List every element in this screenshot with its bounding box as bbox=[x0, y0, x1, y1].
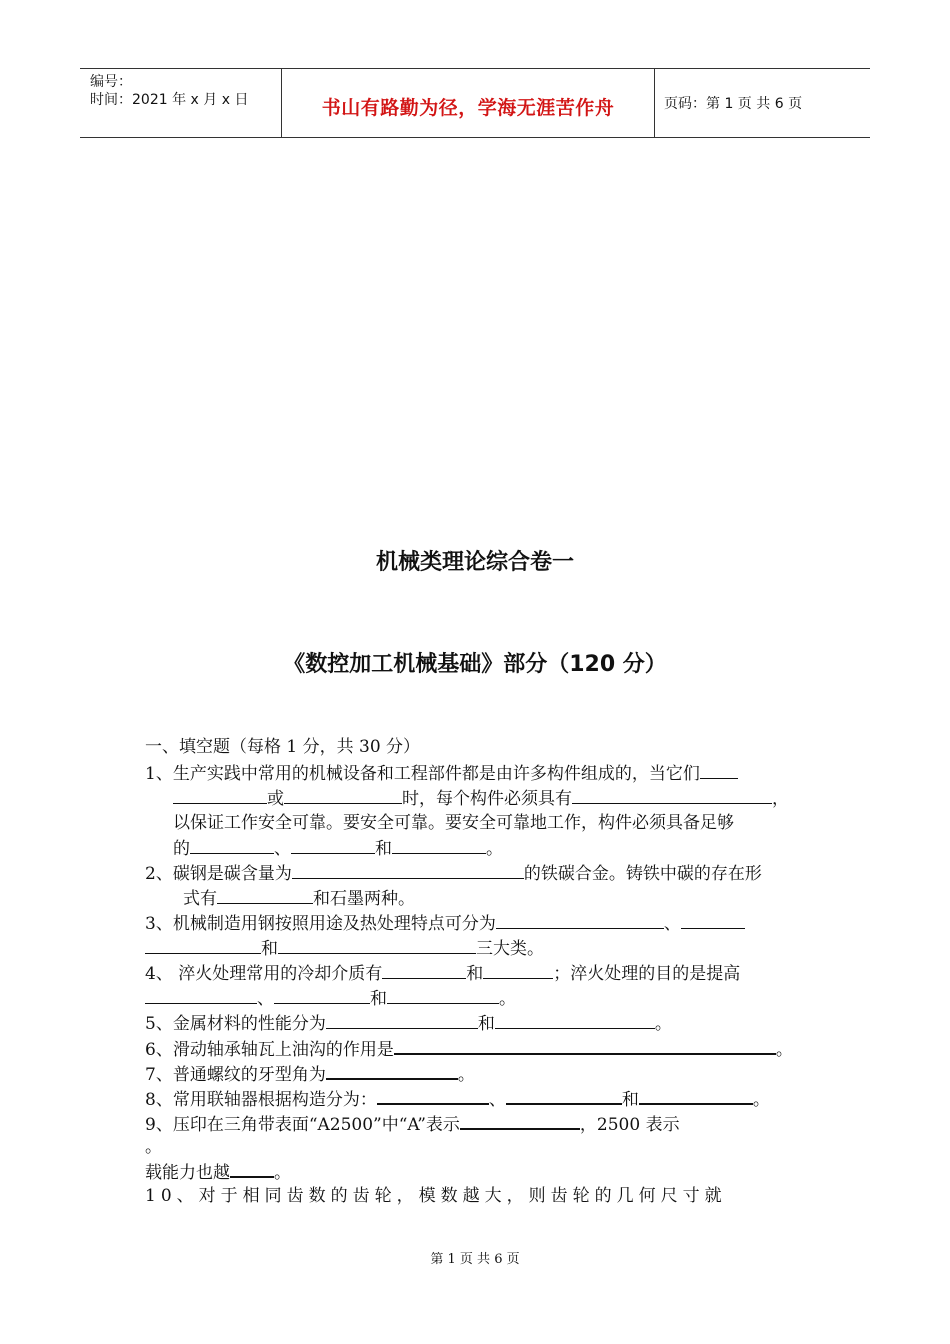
question-9-line-1 bbox=[145, 1112, 680, 1136]
question-text: 6、滑动轴承轴瓦上油沟的作用是 bbox=[145, 1040, 394, 1060]
document-number-label: 编号： bbox=[90, 74, 132, 90]
question-text: 和 bbox=[466, 964, 484, 984]
exam-title: 机械类理论综合卷一 bbox=[375, 550, 574, 575]
question-9-line-3 bbox=[145, 1160, 291, 1184]
question-1-line-2 bbox=[173, 787, 789, 810]
document-date: 时间：2021 年 x 月 x 日 bbox=[90, 92, 249, 108]
answer-blank[interactable] bbox=[392, 837, 486, 854]
question-3-line-1 bbox=[145, 912, 745, 935]
answer-blank[interactable] bbox=[217, 887, 313, 904]
question-text: 、 bbox=[274, 839, 291, 859]
question-text: ， bbox=[772, 789, 789, 809]
question-text: 。 bbox=[775, 1040, 793, 1060]
page-info: 页码：第 1 页 共 6 页 bbox=[664, 96, 803, 112]
question-text: ，2500 表示 bbox=[579, 1115, 680, 1135]
question-text: 的铁碳合金。铸铁中碳的存在形 bbox=[523, 864, 762, 884]
question-text: 8、常用联轴器根据构造分为： bbox=[145, 1090, 377, 1110]
answer-blank[interactable] bbox=[460, 1112, 580, 1130]
answer-blank[interactable] bbox=[326, 1062, 458, 1080]
question-text: 4、 淬火处理常用的冷却介质有 bbox=[145, 964, 383, 984]
exam-subtitle: 《数控加工机械基础》部分（120 分） bbox=[283, 652, 667, 677]
answer-blank[interactable] bbox=[173, 787, 267, 804]
question-text: 。 bbox=[274, 1163, 291, 1183]
question-text: 或 bbox=[267, 789, 284, 809]
question-5 bbox=[145, 1012, 672, 1035]
question-text: 。 bbox=[499, 989, 516, 1009]
answer-blank[interactable] bbox=[377, 1087, 489, 1105]
question-9-line-2: 。 bbox=[145, 1137, 162, 1157]
answer-blank[interactable] bbox=[278, 937, 476, 954]
question-4-line-1 bbox=[145, 962, 740, 985]
answer-blank[interactable] bbox=[292, 862, 524, 879]
header-page-cell bbox=[654, 69, 870, 137]
question-text: 。 bbox=[752, 1090, 770, 1110]
question-4-line-2 bbox=[145, 987, 516, 1010]
question-3-line-2 bbox=[145, 937, 544, 960]
question-text: 和 bbox=[370, 989, 387, 1009]
header-info-cell bbox=[80, 69, 280, 137]
question-text: 载能力也越 bbox=[145, 1163, 230, 1183]
answer-blank[interactable] bbox=[572, 787, 772, 804]
answer-blank[interactable] bbox=[495, 1012, 655, 1029]
question-text: 、 bbox=[257, 989, 274, 1009]
question-text: 5、金属材料的性能分为 bbox=[145, 1014, 326, 1034]
answer-blank[interactable] bbox=[145, 987, 257, 1004]
answer-blank[interactable] bbox=[506, 1087, 622, 1105]
question-2-line-1 bbox=[145, 862, 762, 885]
question-text: 和 bbox=[621, 1090, 639, 1110]
question-text: 。 bbox=[457, 1065, 475, 1085]
question-2-line-2 bbox=[183, 887, 415, 910]
question-text: 1、生产实践中常用的机械设备和工程部件都是由许多构件组成的，当它们 bbox=[145, 764, 700, 784]
question-10-line-1: 10、对于相同齿数的齿轮，模数越大，则齿轮的几何尺寸就 bbox=[145, 1186, 727, 1206]
question-text: 、 bbox=[663, 914, 681, 934]
answer-blank[interactable] bbox=[483, 962, 553, 979]
page-header bbox=[80, 68, 870, 138]
question-text: ；淬火处理的目的是提高 bbox=[553, 964, 741, 984]
question-text: 和 bbox=[375, 839, 392, 859]
answer-blank[interactable] bbox=[190, 837, 274, 854]
question-text: 和石墨两种。 bbox=[313, 889, 415, 909]
motto: 书山有路勤为径，学海无涯苦作舟 bbox=[321, 97, 615, 119]
question-text: 。 bbox=[486, 839, 503, 859]
question-text: 9、压印在三角带表面“A2500”中“A”表示 bbox=[145, 1115, 460, 1135]
answer-blank[interactable] bbox=[387, 987, 499, 1004]
question-text: 3、机械制造用钢按照用途及热处理特点可分为 bbox=[145, 914, 496, 934]
question-1-line-1 bbox=[145, 762, 738, 785]
question-text: 。 bbox=[654, 1014, 672, 1034]
answer-blank[interactable] bbox=[284, 787, 402, 804]
answer-blank[interactable] bbox=[291, 837, 375, 854]
answer-blank[interactable] bbox=[382, 962, 466, 979]
answer-blank[interactable] bbox=[274, 987, 370, 1004]
answer-blank[interactable] bbox=[230, 1160, 274, 1178]
answer-blank[interactable] bbox=[700, 762, 738, 779]
question-text: 式有 bbox=[183, 889, 217, 909]
question-1-line-3: 以保证工作安全可靠。要安全可靠。要安全可靠地工作，构件必须具备足够 bbox=[173, 813, 734, 833]
question-text: 2、碳钢是碳含量为 bbox=[145, 864, 292, 884]
question-text: 的 bbox=[173, 839, 190, 859]
answer-blank[interactable] bbox=[496, 912, 664, 929]
question-8 bbox=[145, 1087, 770, 1111]
question-text: 7、普通螺纹的牙型角为 bbox=[145, 1065, 326, 1085]
answer-blank[interactable] bbox=[326, 1012, 478, 1029]
question-7 bbox=[145, 1062, 475, 1086]
question-1-line-4 bbox=[173, 837, 503, 860]
answer-blank[interactable] bbox=[639, 1087, 753, 1105]
answer-blank[interactable] bbox=[681, 912, 745, 929]
answer-blank[interactable] bbox=[394, 1037, 776, 1055]
page-footer: 第 1 页 共 6 页 bbox=[430, 1252, 520, 1267]
answer-blank[interactable] bbox=[145, 937, 261, 954]
question-text: 、 bbox=[488, 1090, 506, 1110]
section-heading: 一、填空题（每格 1 分，共 30 分） bbox=[145, 737, 421, 757]
question-text: 和 bbox=[261, 939, 278, 959]
question-6 bbox=[145, 1037, 793, 1061]
question-text: 时，每个构件必须具有 bbox=[402, 789, 572, 809]
question-text: 三大类。 bbox=[476, 939, 544, 959]
header-motto-cell bbox=[281, 69, 655, 137]
question-text: 和 bbox=[477, 1014, 495, 1034]
